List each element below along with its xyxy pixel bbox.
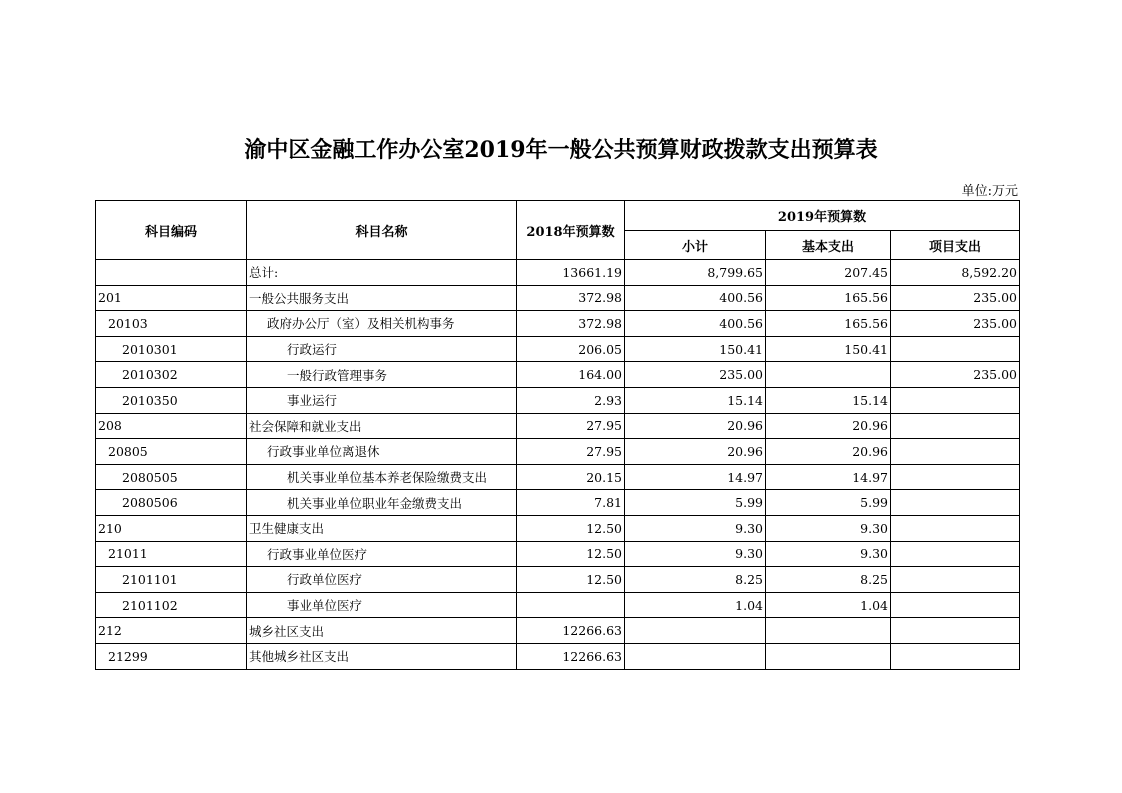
cell-project (891, 464, 1020, 490)
budget-table (95, 200, 1020, 670)
header-name: 科目名称 (247, 201, 517, 260)
cell-subtotal: 400.56 (625, 311, 766, 337)
cell-basic: 20.96 (766, 439, 891, 465)
cell-project (891, 387, 1020, 413)
cell-budget-2018 (517, 592, 625, 618)
cell-subtotal: 8.25 (625, 567, 766, 593)
cell-code: 2101101 (96, 567, 247, 593)
table-row (96, 618, 1020, 644)
cell-name: 其他城乡社区支出 (247, 643, 517, 669)
cell-subtotal: 9.30 (625, 541, 766, 567)
cell-subtotal: 14.97 (625, 464, 766, 490)
cell-basic: 165.56 (766, 311, 891, 337)
cell-basic: 5.99 (766, 490, 891, 516)
cell-project (891, 490, 1020, 516)
cell-project: 8,592.20 (891, 260, 1020, 286)
table-row (96, 490, 1020, 516)
cell-name: 事业运行 (247, 387, 517, 413)
cell-subtotal: 5.99 (625, 490, 766, 516)
cell-code: 2080506 (96, 490, 247, 516)
cell-basic: 150.41 (766, 336, 891, 362)
cell-code: 20103 (96, 311, 247, 337)
cell-code: 21299 (96, 643, 247, 669)
cell-budget-2018: 27.95 (517, 439, 625, 465)
cell-subtotal: 1.04 (625, 592, 766, 618)
cell-name: 机关事业单位基本养老保险缴费支出 (247, 464, 517, 490)
table-row (96, 387, 1020, 413)
cell-code: 20805 (96, 439, 247, 465)
table-body (96, 260, 1020, 670)
cell-name: 行政事业单位离退休 (247, 439, 517, 465)
cell-name: 一般行政管理事务 (247, 362, 517, 388)
cell-name: 城乡社区支出 (247, 618, 517, 644)
cell-code: 208 (96, 413, 247, 439)
page-title: 渝中区金融工作办公室2019年一般公共预算财政拨款支出预算表 (244, 137, 878, 163)
header-basic: 基本支出 (766, 231, 891, 260)
cell-name: 一般公共服务支出 (247, 285, 517, 311)
cell-subtotal: 8,799.65 (625, 260, 766, 286)
table-row (96, 515, 1020, 541)
cell-code: 21011 (96, 541, 247, 567)
cell-budget-2018: 12266.63 (517, 618, 625, 644)
cell-subtotal: 15.14 (625, 387, 766, 413)
cell-project (891, 413, 1020, 439)
table-row (96, 362, 1020, 388)
cell-basic: 165.56 (766, 285, 891, 311)
cell-budget-2018: 13661.19 (517, 260, 625, 286)
cell-basic: 15.14 (766, 387, 891, 413)
cell-budget-2018: 27.95 (517, 413, 625, 439)
table-row (96, 592, 1020, 618)
cell-budget-2018: 12.50 (517, 541, 625, 567)
cell-project (891, 643, 1020, 669)
header-budget-2019: 2019年预算数 (625, 201, 1020, 231)
cell-project (891, 567, 1020, 593)
cell-project (891, 336, 1020, 362)
cell-basic (766, 362, 891, 388)
cell-name: 行政单位医疗 (247, 567, 517, 593)
cell-code: 2010350 (96, 387, 247, 413)
table-row (96, 439, 1020, 465)
table-header-row (96, 201, 1020, 231)
cell-subtotal: 9.30 (625, 515, 766, 541)
cell-basic: 9.30 (766, 515, 891, 541)
table-row (96, 643, 1020, 669)
cell-subtotal (625, 643, 766, 669)
cell-project (891, 439, 1020, 465)
cell-project (891, 541, 1020, 567)
cell-budget-2018: 7.81 (517, 490, 625, 516)
cell-name: 机关事业单位职业年金缴费支出 (247, 490, 517, 516)
table-row (96, 285, 1020, 311)
cell-budget-2018: 164.00 (517, 362, 625, 388)
cell-subtotal: 150.41 (625, 336, 766, 362)
cell-budget-2018: 206.05 (517, 336, 625, 362)
table-row (96, 464, 1020, 490)
cell-budget-2018: 372.98 (517, 285, 625, 311)
cell-code: 210 (96, 515, 247, 541)
cell-subtotal: 400.56 (625, 285, 766, 311)
table-row (96, 260, 1020, 286)
cell-project: 235.00 (891, 285, 1020, 311)
cell-code: 212 (96, 618, 247, 644)
table-row (96, 567, 1020, 593)
header-project: 项目支出 (891, 231, 1020, 260)
cell-code: 2101102 (96, 592, 247, 618)
cell-subtotal: 235.00 (625, 362, 766, 388)
cell-project: 235.00 (891, 311, 1020, 337)
cell-subtotal (625, 618, 766, 644)
cell-basic: 1.04 (766, 592, 891, 618)
cell-subtotal: 20.96 (625, 413, 766, 439)
header-budget-2018: 2018年预算数 (517, 201, 625, 260)
cell-budget-2018: 12.50 (517, 515, 625, 541)
header-code: 科目编码 (96, 201, 247, 260)
cell-name: 政府办公厅（室）及相关机构事务 (247, 311, 517, 337)
cell-project: 235.00 (891, 362, 1020, 388)
header-subtotal: 小计 (625, 231, 766, 260)
table-row (96, 336, 1020, 362)
table-row (96, 413, 1020, 439)
cell-name: 总计: (247, 260, 517, 286)
cell-project (891, 592, 1020, 618)
cell-budget-2018: 20.15 (517, 464, 625, 490)
cell-code: 201 (96, 285, 247, 311)
cell-name: 卫生健康支出 (247, 515, 517, 541)
cell-basic: 14.97 (766, 464, 891, 490)
table-row (96, 541, 1020, 567)
cell-basic: 207.45 (766, 260, 891, 286)
cell-code: 2010302 (96, 362, 247, 388)
cell-basic: 8.25 (766, 567, 891, 593)
cell-code: 2010301 (96, 336, 247, 362)
unit-label: 单位:万元 (961, 184, 1018, 199)
cell-name: 事业单位医疗 (247, 592, 517, 618)
cell-basic: 9.30 (766, 541, 891, 567)
cell-name: 社会保障和就业支出 (247, 413, 517, 439)
cell-basic: 20.96 (766, 413, 891, 439)
cell-basic (766, 618, 891, 644)
cell-budget-2018: 12.50 (517, 567, 625, 593)
cell-project (891, 515, 1020, 541)
cell-budget-2018: 2.93 (517, 387, 625, 413)
cell-code (96, 260, 247, 286)
table-row (96, 311, 1020, 337)
cell-budget-2018: 12266.63 (517, 643, 625, 669)
cell-name: 行政运行 (247, 336, 517, 362)
cell-name: 行政事业单位医疗 (247, 541, 517, 567)
cell-basic (766, 643, 891, 669)
cell-subtotal: 20.96 (625, 439, 766, 465)
cell-budget-2018: 372.98 (517, 311, 625, 337)
cell-code: 2080505 (96, 464, 247, 490)
cell-project (891, 618, 1020, 644)
